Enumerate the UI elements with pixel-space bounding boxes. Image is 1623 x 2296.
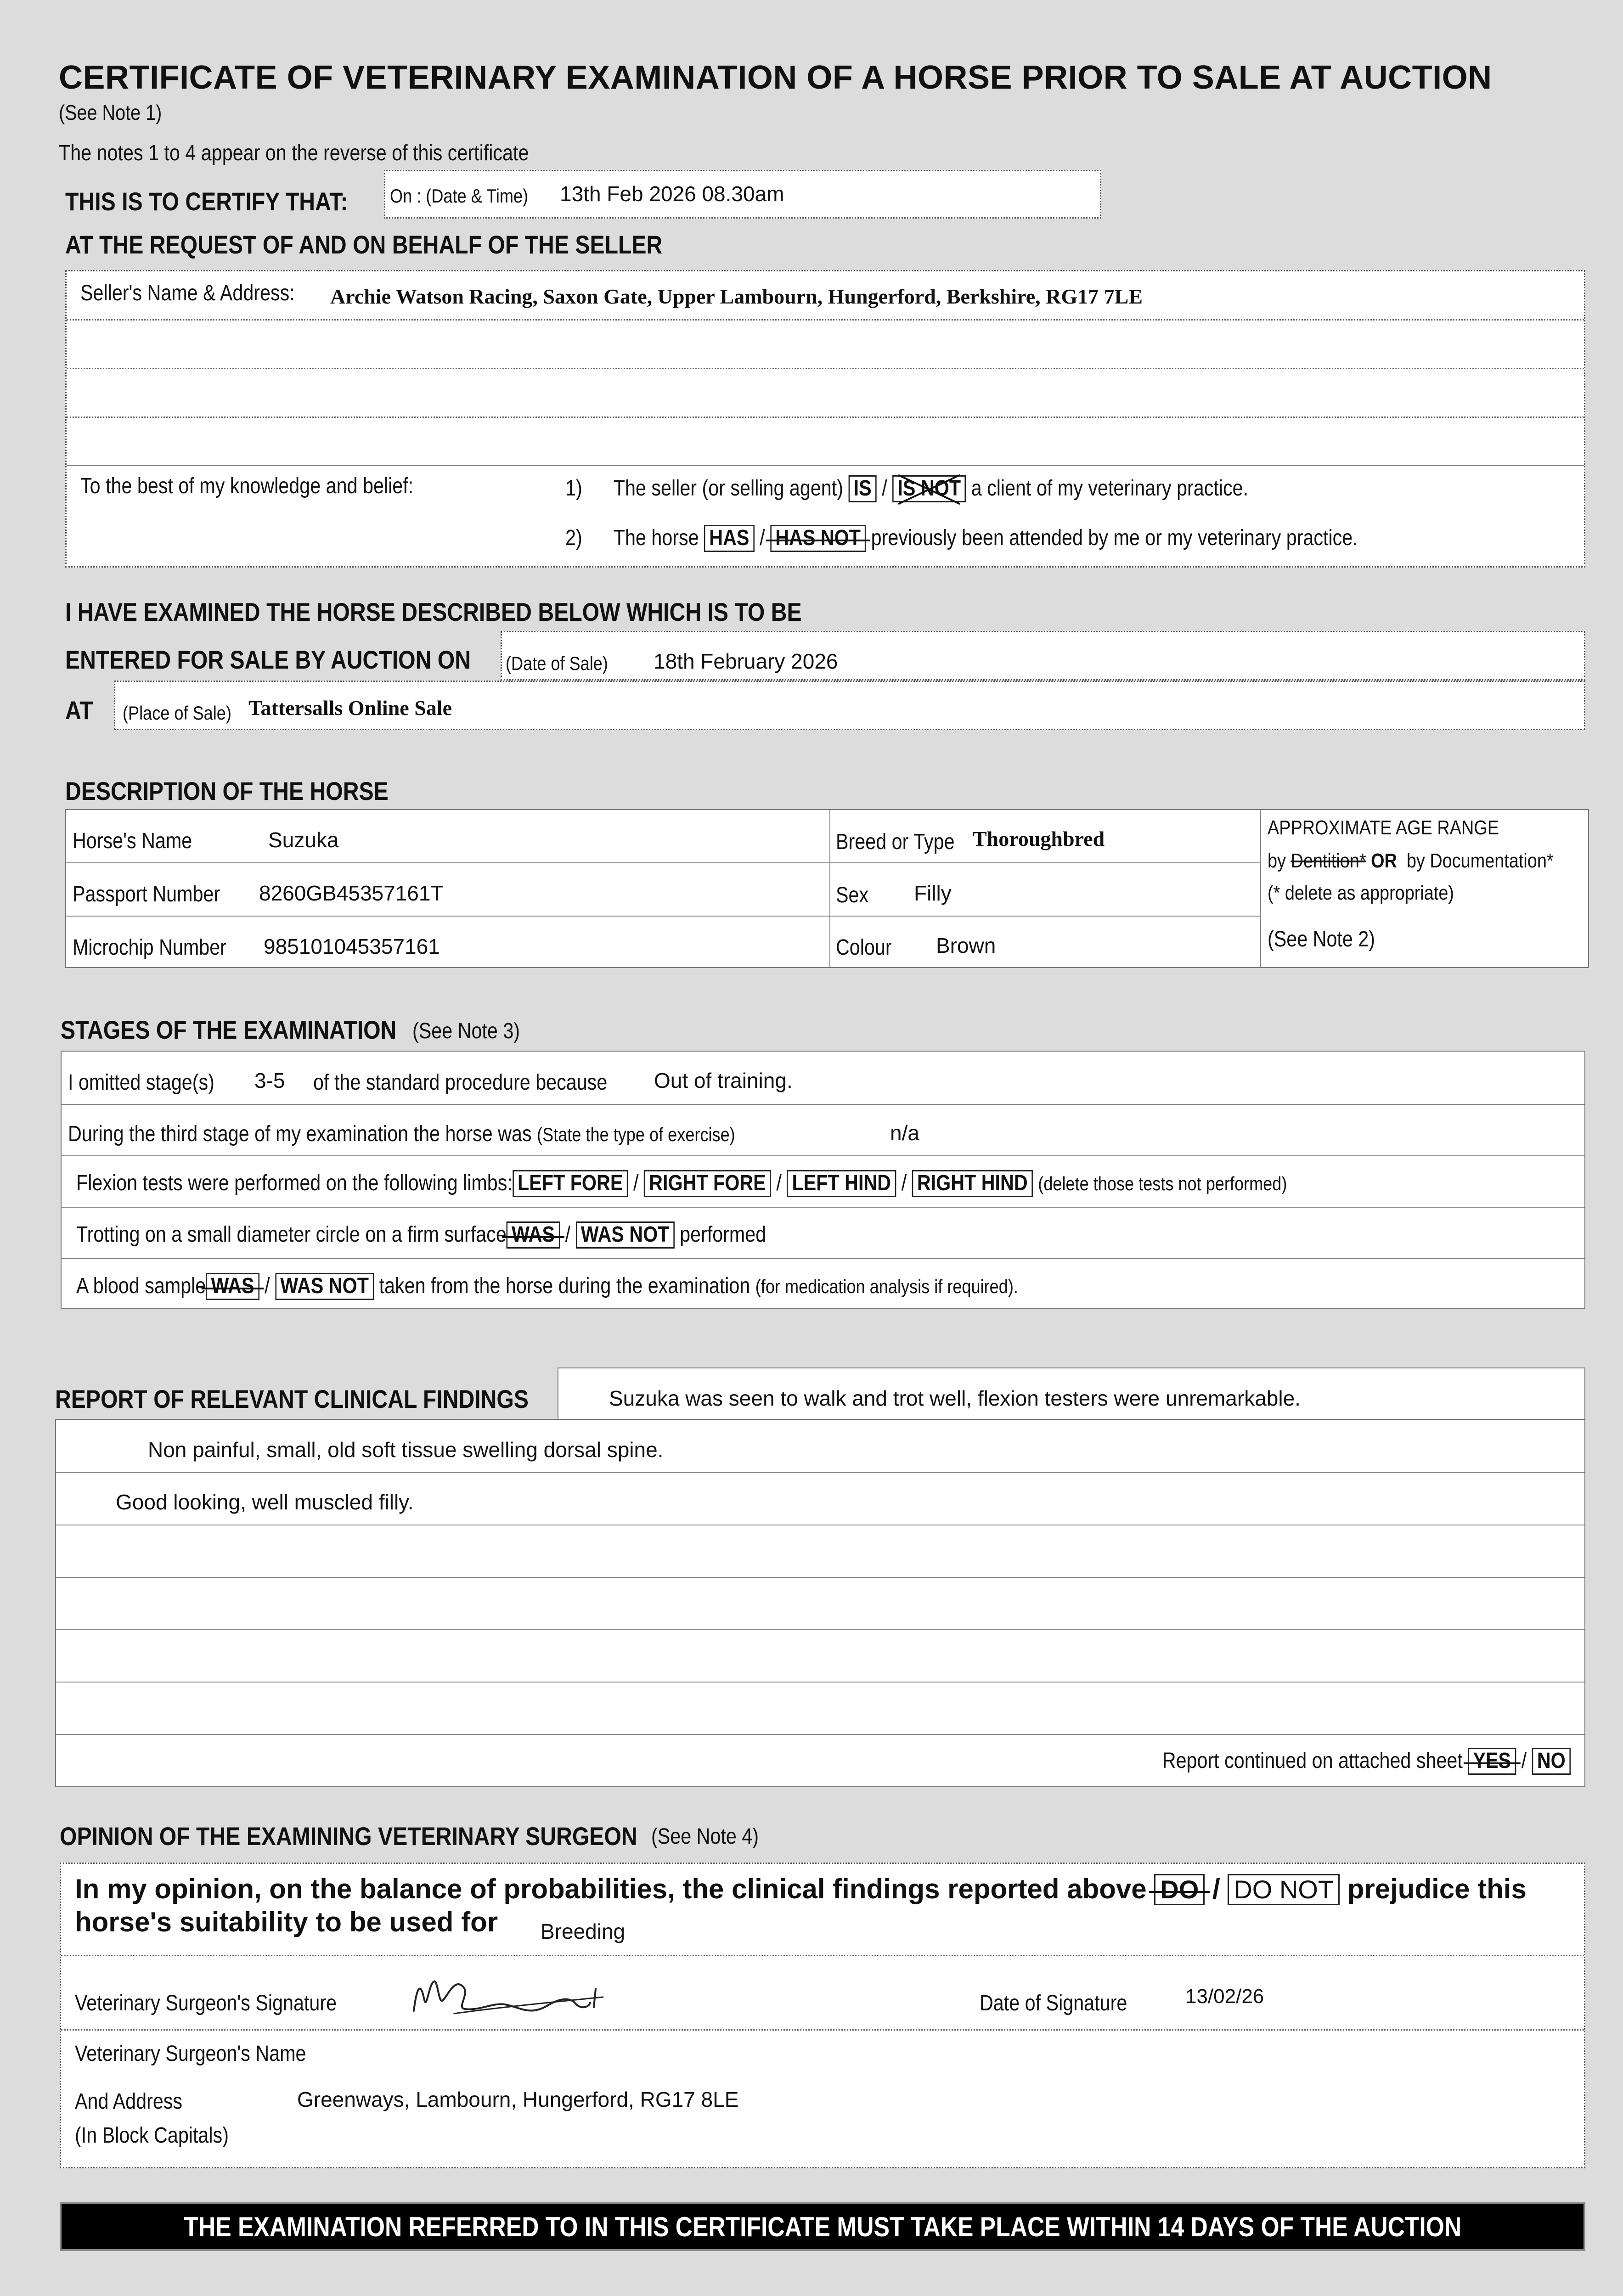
horse-name-value[interactable]: Suzuka — [268, 828, 339, 852]
flexion-label: Flexion tests were performed on the following limbs: — [76, 1171, 513, 1195]
sex-value[interactable]: Filly — [914, 881, 952, 905]
opinion-heading: OPINION OF THE EXAMINING VETERINARY SURGEON — [60, 1822, 637, 1851]
opinion-text-line-1 — [75, 1873, 1527, 1905]
date-of-sale-field[interactable] — [501, 631, 1585, 681]
breed-label: Breed or Type — [836, 830, 955, 854]
continued-label: Report continued on attached sheet — [1162, 1749, 1463, 1773]
microchip-label: Microchip Number — [73, 935, 226, 960]
blood-post: taken from the horse during the examination — [379, 1274, 750, 1298]
flexion-right-fore[interactable]: RIGHT FORE — [644, 1170, 771, 1197]
omit-mid: of the standard procedure because — [313, 1070, 608, 1095]
notes-line: The notes 1 to 4 appear on the reverse of this certificate — [59, 141, 529, 165]
opinion-text-post: prejudice this — [1347, 1874, 1527, 1904]
opinion-text-pre: In my opinion, on the balance of probabilities, the clinical findings reported above — [75, 1874, 1147, 1904]
block-capitals-label: (In Block Capitals) — [75, 2123, 229, 2148]
opinion-heading-note: (See Note 4) — [651, 1824, 759, 1849]
findings-table — [55, 1419, 1585, 1787]
blood-was-not-option[interactable]: WAS NOT — [275, 1273, 374, 1300]
on-date-value: 13th Feb 2026 08.30am — [560, 182, 784, 206]
place-of-sale-field[interactable] — [114, 681, 1585, 730]
opinion-do-option[interactable]: DO — [1154, 1874, 1205, 1905]
separator: / — [901, 1171, 907, 1195]
age-documentation-option[interactable]: by Documentation* — [1406, 850, 1554, 872]
passport-value[interactable]: 8260GB45357161T — [259, 881, 444, 905]
on-date-label: On : (Date & Time) — [390, 185, 529, 207]
date-of-signature-value[interactable]: 13/02/26 — [1185, 1985, 1264, 2008]
breed-value[interactable]: Thoroughbred — [973, 827, 1105, 850]
trotting-was-not-option[interactable]: WAS NOT — [576, 1221, 675, 1249]
findings-line-3[interactable]: Good looking, well muscled filly. — [116, 1490, 414, 1514]
client-is-option[interactable]: IS — [848, 475, 876, 502]
third-stage-label: During the third stage of my examination the horse was — [68, 1122, 532, 1146]
flexion-note: (delete those tests not performed) — [1038, 1173, 1287, 1194]
findings-line-1-field[interactable] — [558, 1367, 1585, 1420]
continued-no-option[interactable]: NO — [1532, 1748, 1571, 1775]
signature-label: Veterinary Surgeon's Signature — [75, 1991, 337, 2015]
statement-2-end: previously been attended by me or my veterinary practice. — [871, 526, 1358, 550]
stages-table — [61, 1051, 1585, 1309]
attended-has-option[interactable]: HAS — [704, 525, 755, 552]
client-is-not-option[interactable]: IS NOT — [892, 475, 966, 502]
separator: / — [1521, 1749, 1527, 1773]
sale-heading-2: ENTERED FOR SALE BY AUCTION ON — [65, 645, 471, 674]
third-stage-value[interactable]: n/a — [890, 1121, 919, 1145]
age-or: OR — [1371, 850, 1397, 872]
blood-note: (for medication analysis if required). — [755, 1276, 1018, 1297]
on-date-field[interactable] — [384, 170, 1101, 219]
see-note-1: (See Note 1) — [59, 101, 162, 124]
separator: / — [633, 1171, 639, 1195]
certify-label: THIS IS TO CERTIFY THAT: — [65, 187, 348, 216]
belief-label: To the best of my knowledge and belief: — [80, 474, 414, 498]
separator: / — [882, 476, 887, 501]
separator: / — [776, 1171, 782, 1195]
findings-line-2[interactable]: Non painful, small, old soft tissue swelling dorsal spine. — [148, 1438, 664, 1462]
horse-description-table — [65, 809, 1589, 968]
date-of-sale-value: 18th February 2026 — [654, 649, 838, 673]
at-label: AT — [65, 696, 93, 725]
stages-heading-note: (See Note 3) — [412, 1019, 520, 1043]
trotting-label: Trotting on a small diameter circle on a firm surface — [76, 1222, 507, 1247]
flexion-left-fore[interactable]: LEFT FORE — [513, 1170, 628, 1197]
statement-1-end: a client of my veterinary practice. — [971, 476, 1249, 501]
seller-value[interactable]: Archie Watson Racing, Saxon Gate, Upper Lambourn, Hungerford, Berkshire, RG17 7LE — [330, 285, 1143, 308]
date-of-sale-label: (Date of Sale) — [506, 653, 608, 674]
age-dentition-option[interactable]: Dentition* — [1291, 850, 1366, 872]
opinion-text-line-2: horse's suitability to be used for — [75, 1907, 498, 1937]
separator: / — [1212, 1874, 1220, 1904]
age-method — [1268, 850, 1554, 872]
age-delete-note: (* delete as appropriate) — [1268, 882, 1454, 904]
third-stage-note: (State the type of exercise) — [537, 1124, 735, 1145]
continued-yes-option[interactable]: YES — [1468, 1748, 1516, 1775]
trotting-line — [76, 1221, 766, 1249]
date-of-signature-label: Date of Signature — [980, 1991, 1127, 2015]
sex-label: Sex — [836, 883, 869, 907]
omit-reason-value[interactable]: Out of training. — [654, 1069, 793, 1092]
address-label: And Address — [75, 2089, 183, 2114]
flexion-line — [76, 1170, 1287, 1197]
blood-was-option[interactable]: WAS — [206, 1273, 259, 1300]
footer-banner-text: THE EXAMINATION REFERRED TO IN THIS CERTIFICATE MUST TAKE PLACE WITHIN 14 DAYS OF THE AUCTION — [184, 2211, 1461, 2242]
age-range-title: APPROXIMATE AGE RANGE — [1268, 816, 1499, 839]
age-see-note: (See Note 2) — [1268, 927, 1375, 951]
address-value[interactable]: Greenways, Lambourn, Hungerford, RG17 8LE — [297, 2088, 739, 2111]
omit-label: I omitted stage(s) — [68, 1070, 214, 1095]
stages-heading — [61, 1015, 451, 1045]
seller-label: Seller's Name & Address: — [80, 281, 295, 305]
signature-image — [410, 1970, 612, 2021]
flexion-left-hind[interactable]: LEFT HIND — [787, 1170, 896, 1197]
statement-2-number: 2) — [565, 526, 582, 550]
trotting-was-option[interactable]: WAS — [507, 1221, 560, 1249]
surgeon-name-label: Veterinary Surgeon's Name — [75, 2042, 306, 2066]
findings-line-1: Suzuka was seen to walk and trot well, flexion testers were unremarkable. — [609, 1386, 1301, 1410]
blood-line — [76, 1273, 1018, 1300]
place-of-sale-label: (Place of Sale) — [123, 702, 231, 724]
microchip-value[interactable]: 985101045357161 — [264, 934, 440, 958]
attended-has-not-option[interactable]: HAS NOT — [770, 525, 866, 552]
separator: / — [265, 1274, 270, 1298]
passport-label: Passport Number — [73, 882, 220, 906]
statement-1-number: 1) — [565, 476, 582, 501]
footer-banner — [60, 2202, 1585, 2251]
statement-2 — [565, 525, 1358, 552]
blood-label: A blood sample — [76, 1274, 206, 1298]
third-stage-line — [68, 1121, 735, 1147]
opinion-use-value[interactable]: Breeding — [541, 1919, 626, 1943]
continued-line — [1162, 1748, 1571, 1775]
age-by: by — [1268, 850, 1286, 872]
request-label: AT THE REQUEST OF AND ON BEHALF OF THE SELLER — [65, 230, 663, 259]
opinion-do-not-option[interactable]: DO NOT — [1228, 1874, 1340, 1905]
colour-value[interactable]: Brown — [936, 934, 996, 957]
colour-label: Colour — [836, 935, 892, 960]
page-title: CERTIFICATE OF VETERINARY EXAMINATION OF A HORSE PRIOR TO SALE AT AUCTION — [59, 59, 1492, 96]
statement-2-text: The horse — [613, 526, 699, 550]
flexion-right-hind[interactable]: RIGHT HIND — [912, 1170, 1033, 1197]
horse-name-label: Horse's Name — [73, 829, 192, 853]
statement-1-text: The seller (or selling agent) — [613, 476, 843, 501]
statement-1 — [565, 475, 1248, 502]
stages-heading-text: STAGES OF THE EXAMINATION — [61, 1015, 397, 1044]
separator: / — [565, 1222, 571, 1247]
omit-stages-value[interactable]: 3-5 — [254, 1069, 285, 1092]
trotting-post: performed — [680, 1222, 766, 1247]
sale-heading-1: I HAVE EXAMINED THE HORSE DESCRIBED BELOW WHICH IS TO BE — [65, 597, 802, 626]
description-heading: DESCRIPTION OF THE HORSE — [65, 777, 389, 805]
seller-section — [65, 270, 1585, 568]
findings-heading: REPORT OF RELEVANT CLINICAL FINDINGS — [55, 1384, 529, 1413]
place-of-sale-value: Tattersalls Online Sale — [248, 696, 452, 720]
opinion-section — [60, 1863, 1585, 2168]
separator: / — [760, 526, 765, 550]
